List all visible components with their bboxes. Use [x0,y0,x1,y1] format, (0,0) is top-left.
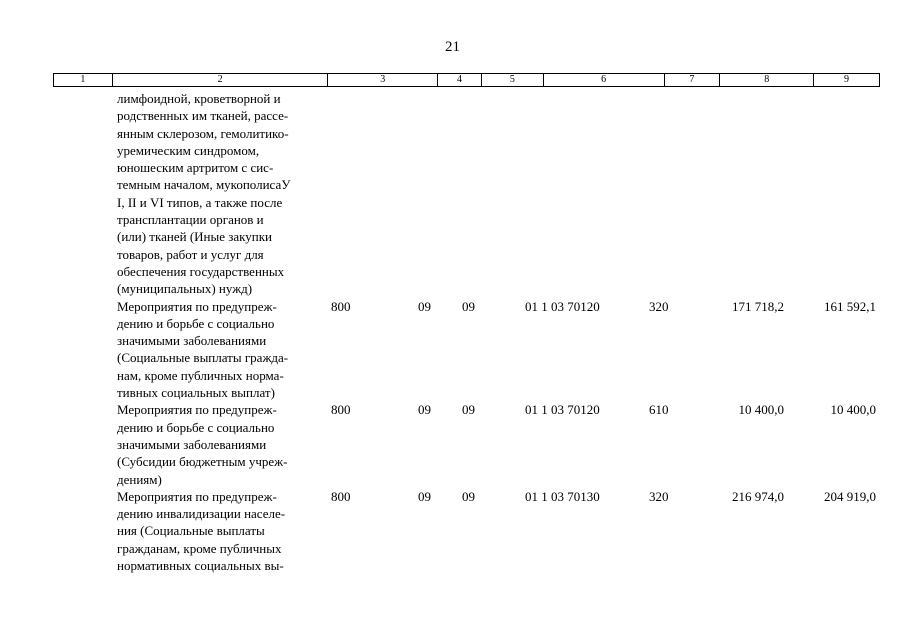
row-name-line: (муниципальных) нужд) [117,281,253,297]
row-expense-type: 320 [649,298,669,314]
header-cell-6: 6 [544,74,665,86]
row-subsection-code: 09 [462,488,475,504]
row-name-line: значимыми заболеваниями [117,436,267,452]
row-amount-col9: 161 592,1 [824,298,876,314]
row-name-line: тивных социальных выплат) [117,385,275,401]
header-cell-5: 5 [482,74,544,86]
row-name-line: Мероприятия по предупреж- [117,488,277,504]
row-name-line: дению и борьбе с социально [117,315,275,331]
table-header [53,73,880,87]
row-name-line: Мероприятия по предупреж- [117,402,277,418]
header-cell-4: 4 [438,74,482,86]
table-row [0,488,905,574]
row-name-line: I, II и VI типов, а также после [117,194,283,210]
row-name [117,298,332,402]
row-name-line: дению инвалидизации населе- [117,506,286,522]
table-row [0,401,905,487]
row-name-line: Мероприятия по предупреж- [117,298,277,314]
row-subsection-code: 09 [462,402,475,418]
row-amount-col9: 204 919,0 [824,488,876,504]
header-cell-3: 3 [328,74,438,86]
row-section-code: 09 [418,488,431,504]
row-name-line: ния (Социальные выплаты [117,523,265,539]
row-target-article: 01 1 03 70120 [525,402,600,418]
row-name-line: (или) тканей (Иные закупки [117,229,273,245]
row-subsection-code: 09 [462,298,475,314]
page-number: 21 [445,39,460,55]
row-name-line: (Субсидии бюджетным учреж- [117,454,288,470]
table-body [0,90,905,574]
row-amount-col8: 171 718,2 [732,298,784,314]
row-expense-type: 320 [649,488,669,504]
row-section-code: 09 [418,298,431,314]
row-amount-col8: 10 400,0 [738,402,784,418]
row-expense-type: 610 [649,402,669,418]
row-target-article: 01 1 03 70130 [525,488,600,504]
row-name-line: трансплантации органов и [117,212,264,228]
row-name-line: обеспечения государственных [117,263,285,279]
header-cell-7: 7 [665,74,721,86]
row-name-line: родственных им тканей, рассе- [117,108,289,124]
row-section-code: 09 [418,402,431,418]
row-name-line: юношеским артритом с сис- [117,160,274,176]
header-cell-2: 2 [113,74,328,86]
row-name [117,401,332,487]
row-name-line: дениям) [117,471,162,487]
header-cell-8: 8 [720,74,814,86]
row-name-line: темным началом, мукополисаУ [117,177,291,193]
row-name-line: значимыми заболеваниями [117,333,267,349]
row-name [117,488,332,574]
row-name [117,90,332,298]
table-row [0,298,905,402]
row-amount-col9: 10 400,0 [830,402,876,418]
row-name-line: дению и борьбе с социально [117,419,275,435]
row-name-line: лимфоидной, кроветворной и [117,91,281,106]
row-ved-code: 800 [331,488,351,504]
row-name-line: гражданам, кроме публичных [117,540,282,556]
row-name-line: товаров, работ и услуг для [117,246,264,262]
row-amount-col8: 216 974,0 [732,488,784,504]
header-cell-1: 1 [54,74,113,86]
row-name-line: янным склерозом, гемолитико- [117,125,289,141]
row-ved-code: 800 [331,298,351,314]
header-cell-9: 9 [844,74,850,85]
row-name-line: нормативных социальных вы- [117,558,284,574]
row-target-article: 01 1 03 70120 [525,298,600,314]
row-ved-code: 800 [331,402,351,418]
row-name-line: уремическим синдромом, [117,142,260,158]
row-name-line: нам, кроме публичных норма- [117,367,284,383]
row-name-line: (Социальные выплаты гражда- [117,350,289,366]
table-row [0,90,905,298]
